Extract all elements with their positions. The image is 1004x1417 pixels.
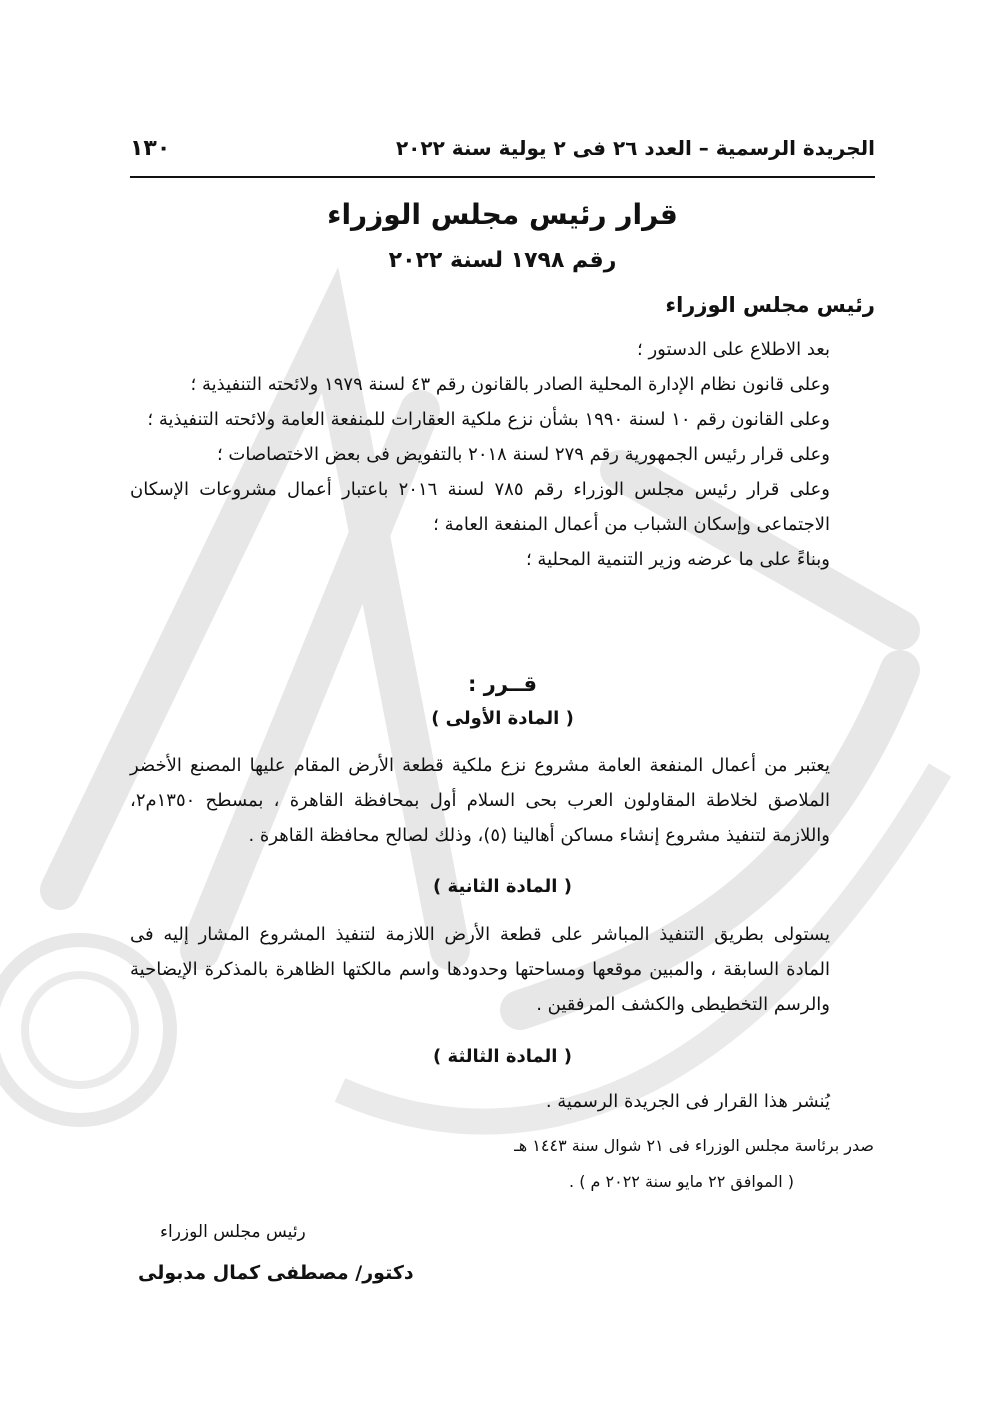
corresponding-date: ( الموافق ٢٢ مايو سنة ٢٠٢٢ م ) . [569, 1172, 794, 1191]
preamble-clause: وعلى قانون نظام الإدارة المحلية الصادر بالقانون رقم ٤٣ لسنة ١٩٧٩ ولائحته التنفيذية ؛ [190, 374, 830, 395]
decision-word: قــرر : [468, 672, 537, 696]
issuer-heading: رئيس مجلس الوزراء [665, 293, 875, 317]
decree-title: قرار رئيس مجلس الوزراء [327, 198, 678, 231]
article-3-text: يُنشر هذا القرار فى الجريدة الرسمية . [545, 1091, 830, 1112]
page-number: ١٣٠ [130, 135, 171, 161]
preamble-clause: وعلى قرار رئيس الجمهورية رقم ٢٧٩ لسنة ٢٠١٨ بالتفويض فى بعض الاختصاصات ؛ [216, 444, 830, 465]
header-rule [130, 176, 875, 178]
issued-date: صدر برئاسة مجلس الوزراء فى ٢١ شوال سنة ١٤٤٣ هـ [514, 1136, 874, 1155]
preamble [130, 332, 875, 577]
signature-name: دكتور/ مصطفى كمال مدبولى [138, 1262, 414, 1284]
signature-title: رئيس مجلس الوزراء [160, 1222, 306, 1242]
article-text: يستولى بطريق التنفيذ المباشر على قطعة الأرض اللازمة لتنفيذ المشروع المشار إليه فى المادة السابقة ، والمبين موقعها ومساحتها وحدودها واسم مالكتها الظاهرة بالمذكرة الإيضاحية والرسم التخطيطى والكشف المرفقين . [130, 924, 830, 1015]
article-1-title: ( المادة الأولى ) [431, 708, 574, 729]
preamble-clause: وعلى قرار رئيس مجلس الوزراء رقم ٧٨٥ لسنة ٢٠١٦ باعتبار أعمال مشروعات الإسكان الاجتماعى وإسكان الشباب من أعمال المنفعة العامة ؛ [130, 479, 830, 535]
preamble-clause: وبناءً على ما عرضه وزير التنمية المحلية ؛ [525, 549, 830, 570]
page-header [130, 128, 875, 168]
article-1-text [130, 748, 875, 853]
article-3-title: ( المادة الثالثة ) [433, 1046, 572, 1067]
running-title: الجريدة الرسمية – العدد ٢٦ فى ٢ يولية سنة ٢٠٢٢ [395, 136, 875, 160]
preamble-clause: وعلى القانون رقم ١٠ لسنة ١٩٩٠ بشأن نزع ملكية العقارات للمنفعة العامة ولائحته التنفيذية ؛ [147, 409, 830, 430]
article-text: يعتبر من أعمال المنفعة العامة مشروع نزع ملكية قطعة الأرض المقام عليها المصنع الأخضر الملاصق لخلاطة المقاولون العرب بحى السلام أول بمحافظة القاهرة ، بمسطح ١٣٥٠م٢، واللازمة لتنفيذ مشروع إنشاء مساكن أهالينا (٥)، وذلك لصالح محافظة القاهرة . [130, 755, 830, 846]
preamble-clause: بعد الاطلاع على الدستور ؛ [637, 339, 830, 360]
article-2-text [130, 917, 875, 1022]
article-2-title: ( المادة الثانية ) [433, 876, 572, 897]
decree-number: رقم ١٧٩٨ لسنة ٢٠٢٢ [388, 248, 617, 273]
